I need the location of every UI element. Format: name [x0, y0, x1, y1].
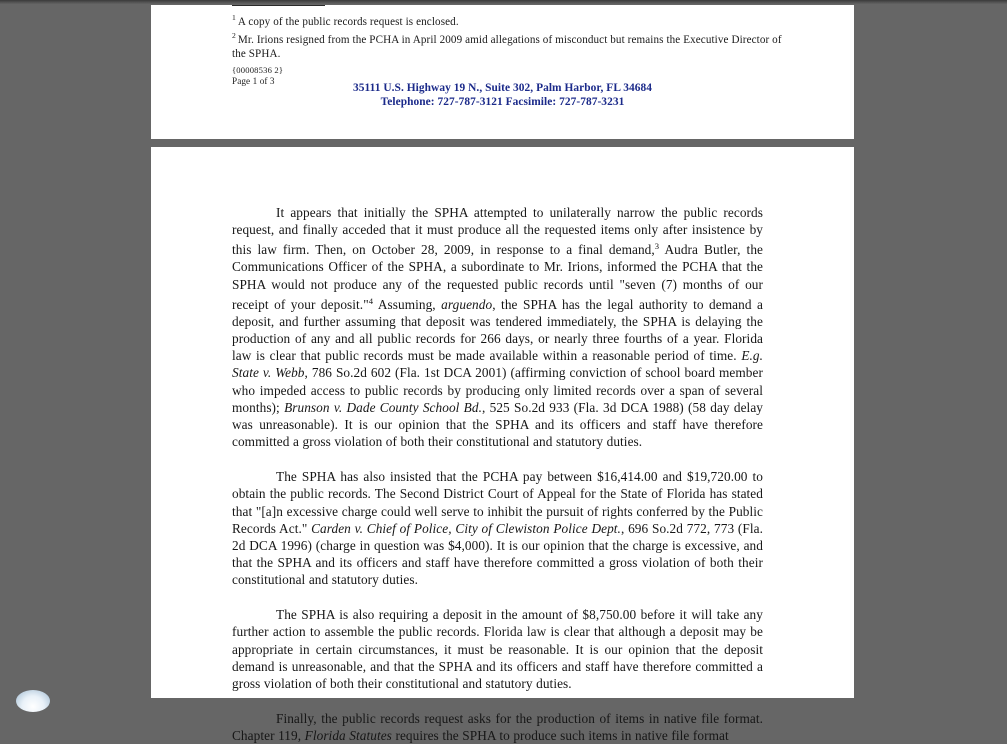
document-control-number: {00008536 2}: [232, 65, 284, 76]
page-number-label: Page 1 of 3: [232, 76, 275, 87]
viewport-top-shade: [0, 0, 1007, 5]
paragraph-spha-narrow-request: It appears that initially the SPHA attempted to unilaterally narrow the public records request, and finally acceded that it must produce all the requested items only after insistence by this law firm. Then, on October 28, 2009, in response to a final demand,$^3$ Audra Butler, the Communications Officer of the SPHA, a subordinate to Mr. Irions, informed the PCHA that the SPHA would not produce any of the requested public records until "seven (7) months of our receipt of your deposit."$^4$ Assuming, arguendo, the SPHA has the legal authority to demand a deposit, and further assuming that deposit was tendered immediately, the SPHA is delaying the production of any and all public records for 266 days, or nearly three fourths of a year. Florida law is clear that public records must be made available within a reasonable period of time. E.g. State v. Webb, 786 So.2d 602 (Fla. 1st DCA 2001) (affirming conviction of school board member who impeded access to public records by producing only limited records over a span of several months); Brunson v. Dade County School Bd., 525 So.2d 933 (Fla. 3d DCA 1988) (58 day delay was unreasonable). It is our opinion that the SPHA and its officers and staff have therefore committed a gross violation of both their constitutional and statutory duties.: [232, 205, 764, 450]
footnote-2-marker: 2: [232, 31, 236, 41]
paragraph-native-file-format: Finally, the public records request asks for the production of items in native file format. Chapter 119, Florida Statutes requires the SPHA to produce such items in native file format: [232, 711, 763, 744]
footnote-area: [232, 5, 792, 87]
footnote-1: [232, 11, 792, 29]
paragraph-deposit-demand: The SPHA is also requiring a deposit in the amount of $8,750.00 before it will take any further action to assemble the public records. Florida law is clear that although a deposit may be appropriate in certain circumstances, it must be reasonable. It is our opinion that the deposit demand is unreasonable, and that the SPHA and its officers and staff have therefore committed a gross violation of both their constitutional and statutory duties.: [232, 607, 763, 691]
body-text-column: [232, 204, 763, 744]
viewer-status-indicator-icon[interactable]: [16, 690, 50, 712]
document-page-2: [151, 147, 854, 744]
footer-contact-line: Telephone: 727-787-3121 Facsimile: 727-787-3231: [380, 95, 625, 108]
footnote-2: [232, 29, 792, 61]
paragraph-excessive-charge: The SPHA has also insisted that the PCHA pay between $16,414.00 and $19,720.00 to obtain the public records. The Second District Court of Appeal for the State of Florida has stated that "[a]n excessive charge could well serve to inhibit the pursuit of rights conferred by the Public Records Act." Carden v. Chief of Police, City of Clewiston Police Dept., 696 So.2d 772, 773 (Fla. 2d DCA 1996) (charge in question was $4,000). It is our opinion that the charge is excessive, and that the SPHA and its officers and staff have therefore committed a gross violation of both their constitutional and statutory duties.: [232, 469, 763, 588]
footnote-1-text: A copy of the public records request is enclosed.: [237, 16, 459, 28]
footnote-1-marker: 1: [232, 13, 236, 22]
document-page-1: [151, 3, 854, 139]
footnote-separator-rule: [232, 5, 325, 6]
letterhead-footer: [151, 82, 854, 110]
footer-address-line: 35111 U.S. Highway 19 N., Suite 302, Palm Harbor, FL 34684: [352, 82, 653, 94]
footnote-2-text: Mr. Irions resigned from the PCHA in April 2009 amid allegations of misconduct but remains the Executive Director of the SPHA.: [232, 34, 782, 60]
